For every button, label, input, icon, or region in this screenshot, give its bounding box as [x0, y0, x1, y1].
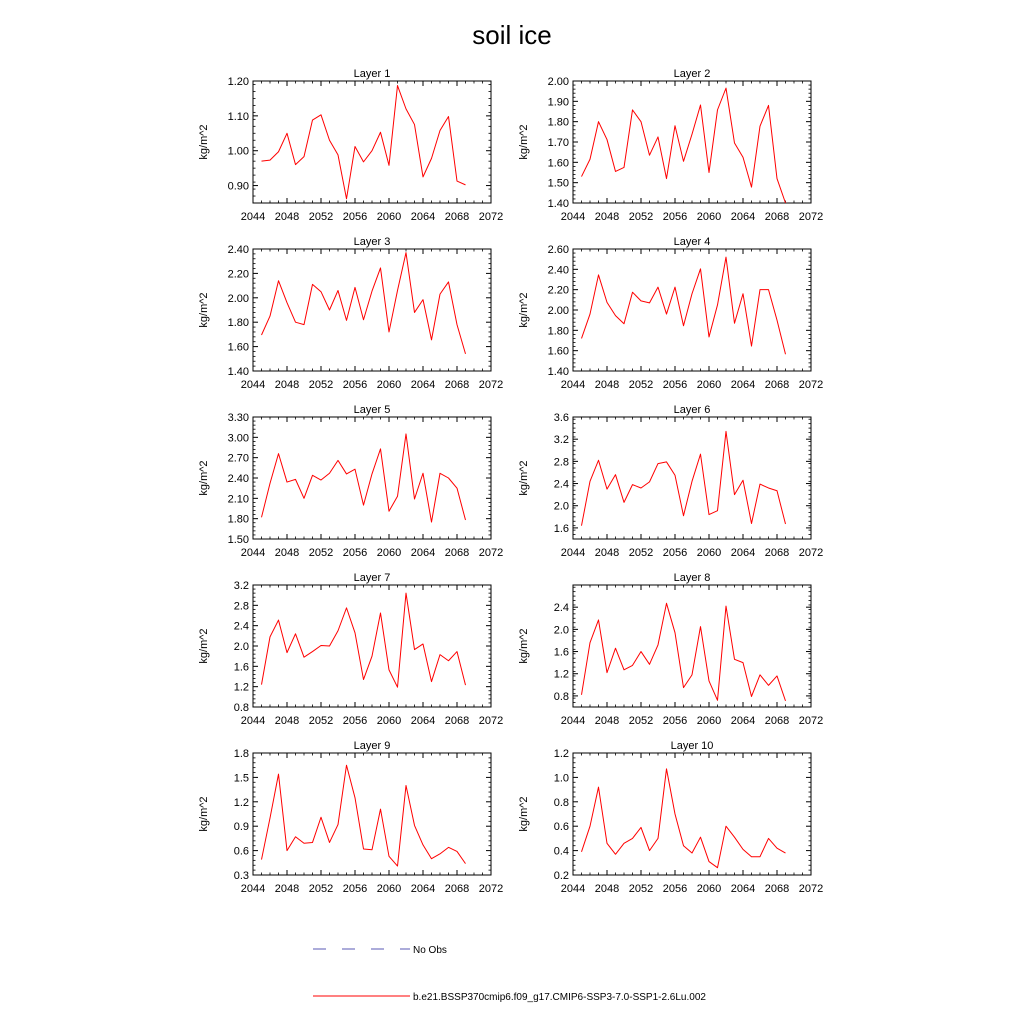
- layer-8-xtick-label: 2068: [764, 715, 790, 727]
- layer-3-ytick-label: 1.40: [227, 366, 249, 378]
- figure-title: soil ice: [472, 20, 552, 50]
- layer-6-title: Layer 6: [673, 404, 711, 416]
- layer-3-ytick-label: 2.40: [227, 244, 249, 256]
- layer-4-xtick-label: 2056: [662, 379, 688, 391]
- layer-6-ytick-label: 3.6: [553, 412, 569, 424]
- layer-2-panel: [518, 68, 823, 223]
- layer-6-ytick-label: 3.2: [553, 434, 569, 447]
- layer-9-xtick-label: 2068: [444, 883, 470, 895]
- layer-2-xtick-label: 2056: [662, 211, 688, 223]
- layer-3-title: Layer 3: [353, 236, 391, 248]
- layer-10-xtick-label: 2068: [764, 883, 790, 895]
- layer-6-panel: [518, 404, 823, 559]
- layer-9-ytick-label: 1.2: [233, 796, 249, 809]
- layer-9-xtick-label: 2072: [478, 883, 504, 895]
- layer-6-xtick-label: 2044: [560, 547, 586, 559]
- layer-7-ytick-label: 2.0: [233, 641, 249, 653]
- layer-5-xtick-label: 2048: [274, 547, 300, 559]
- layer-2-xtick-label: 2048: [594, 211, 620, 223]
- layer-7-ytick-label: 2.8: [233, 600, 249, 613]
- layer-5-ytick-label: 3.00: [227, 432, 249, 445]
- layer-10-ytick-label: 0.2: [553, 870, 569, 882]
- layer-10-ytick-label: 1.2: [553, 748, 569, 760]
- layer-5-title: Layer 5: [353, 404, 391, 416]
- layer-8-plot-frame: [573, 585, 811, 707]
- layer-9-ytick-label: 0.6: [233, 845, 249, 858]
- layer-7-ytick-label: 1.2: [233, 681, 249, 694]
- layer-1-xtick-label: 2048: [274, 211, 300, 223]
- layer-5-xtick-label: 2044: [240, 547, 266, 559]
- layer-5-series-line: [262, 434, 466, 522]
- layer-4-ytick-label: 1.80: [547, 325, 569, 338]
- layer-9-series-line: [262, 765, 466, 866]
- layer-5-xtick-label: 2072: [478, 547, 504, 559]
- layer-2-ytick-label: 1.40: [547, 198, 569, 210]
- layer-6-series-line: [582, 431, 786, 525]
- layer-3-xtick-label: 2044: [240, 379, 266, 391]
- layer-4-plot-frame: [573, 249, 811, 371]
- layer-5-xtick-label: 2056: [342, 547, 368, 559]
- layer-4-xtick-label: 2068: [764, 379, 790, 391]
- layer-8-ytick-label: 2.0: [553, 624, 569, 637]
- layer-2-xtick-label: 2068: [764, 211, 790, 223]
- layer-7-series-line: [262, 593, 466, 687]
- layer-7-xtick-label: 2072: [478, 715, 504, 727]
- layer-1-xtick-label: 2044: [240, 211, 266, 223]
- layer-2-ytick-label: 1.50: [547, 177, 569, 190]
- layer-10-ylabel: kg/m^2: [518, 796, 530, 832]
- layer-7-title: Layer 7: [353, 572, 391, 584]
- layer-9-panel: [198, 740, 503, 895]
- layer-6-ytick-label: 2.0: [553, 500, 569, 513]
- layer-4-series-line: [582, 257, 786, 354]
- layer-6-xtick-label: 2056: [662, 547, 688, 559]
- layer-10-xtick-label: 2052: [628, 883, 654, 895]
- layer-6-xtick-label: 2068: [764, 547, 790, 559]
- layer-9-xtick-label: 2052: [308, 883, 334, 895]
- layer-1-ytick-label: 1.00: [227, 145, 249, 158]
- layer-4-xtick-label: 2048: [594, 379, 620, 391]
- layer-6-ytick-label: 2.8: [553, 456, 569, 469]
- layer-2-series-line: [582, 88, 786, 203]
- layer-1-plot-frame: [253, 81, 491, 203]
- layer-10-title: Layer 10: [670, 740, 714, 752]
- layer-2-xtick-label: 2052: [628, 211, 654, 223]
- layer-8-xtick-label: 2044: [560, 715, 586, 727]
- layer-10-ytick-label: 0.8: [553, 796, 569, 809]
- layer-2-xtick-label: 2064: [730, 211, 756, 223]
- legend-model-label: b.e21.BSSP370cmip6.f09_g17.CMIP6-SSP3-7.0-SSP1-2.6Lu.002: [413, 992, 706, 1003]
- layer-7-xtick-label: 2064: [410, 715, 436, 727]
- layer-10-ytick-label: 0.4: [553, 845, 569, 858]
- layer-5-ytick-label: 3.30: [227, 412, 249, 424]
- layer-3-ytick-label: 1.80: [227, 317, 249, 330]
- layer-2-ytick-label: 1.80: [547, 116, 569, 129]
- layer-4-ytick-label: 2.20: [547, 284, 569, 297]
- layer-8-ytick-label: 1.2: [553, 668, 569, 681]
- layer-10-xtick-label: 2048: [594, 883, 620, 895]
- layer-3-xtick-label: 2068: [444, 379, 470, 391]
- layer-7-xtick-label: 2068: [444, 715, 470, 727]
- layer-6-ytick-label: 2.4: [553, 478, 569, 491]
- layer-8-ytick-label: 0.8: [553, 690, 569, 703]
- layer-10-plot-frame: [573, 753, 811, 875]
- layer-4-title: Layer 4: [673, 236, 711, 248]
- layer-3-xtick-label: 2060: [376, 379, 402, 391]
- layer-3-xtick-label: 2048: [274, 379, 300, 391]
- layer-7-ytick-label: 2.4: [233, 620, 249, 633]
- layer-4-ytick-label: 2.00: [547, 305, 569, 317]
- layer-4-xtick-label: 2052: [628, 379, 654, 391]
- layer-3-panel: [198, 236, 503, 391]
- layer-8-series-line: [582, 603, 786, 701]
- layer-4-panel: [518, 236, 823, 391]
- layer-1-ytick-label: 1.10: [227, 110, 249, 123]
- layer-5-xtick-label: 2060: [376, 547, 402, 559]
- layer-9-xtick-label: 2056: [342, 883, 368, 895]
- layer-8-xtick-label: 2060: [696, 715, 722, 727]
- layer-10-xtick-label: 2072: [798, 883, 824, 895]
- layer-4-xtick-label: 2044: [560, 379, 586, 391]
- layer-7-ylabel: kg/m^2: [198, 628, 210, 664]
- layer-10-xtick-label: 2064: [730, 883, 756, 895]
- layer-1-xtick-label: 2072: [478, 211, 504, 223]
- layer-1-title: Layer 1: [353, 68, 391, 80]
- layer-8-xtick-label: 2052: [628, 715, 654, 727]
- layer-4-ylabel: kg/m^2: [518, 292, 530, 328]
- layer-4-xtick-label: 2072: [798, 379, 824, 391]
- layer-1-panel: [198, 68, 503, 223]
- layer-5-panel: [198, 404, 503, 559]
- layer-10-series-line: [582, 769, 786, 868]
- layer-4-ytick-label: 1.60: [547, 345, 569, 358]
- layer-6-ylabel: kg/m^2: [518, 460, 530, 496]
- layer-1-ylabel: kg/m^2: [198, 124, 210, 160]
- layer-8-xtick-label: 2064: [730, 715, 756, 727]
- layer-1-xtick-label: 2056: [342, 211, 368, 223]
- layer-8-xtick-label: 2056: [662, 715, 688, 727]
- layer-6-plot-frame: [573, 417, 811, 539]
- layer-8-panel: [518, 572, 823, 727]
- layer-6-xtick-label: 2048: [594, 547, 620, 559]
- layer-10-xtick-label: 2060: [696, 883, 722, 895]
- layer-3-series-line: [262, 253, 466, 354]
- layer-4-xtick-label: 2060: [696, 379, 722, 391]
- layer-3-xtick-label: 2072: [478, 379, 504, 391]
- layer-9-xtick-label: 2060: [376, 883, 402, 895]
- layer-9-ytick-label: 0.9: [233, 821, 249, 834]
- layer-1-series-line: [262, 86, 466, 199]
- layer-7-ytick-label: 3.2: [233, 580, 249, 592]
- layer-1-ytick-label: 0.90: [227, 180, 249, 193]
- layer-3-xtick-label: 2064: [410, 379, 436, 391]
- layer-9-plot-frame: [253, 753, 491, 875]
- layer-10-panel: [518, 740, 823, 895]
- layer-3-xtick-label: 2052: [308, 379, 334, 391]
- layer-9-ytick-label: 1.5: [233, 772, 249, 785]
- layer-2-ytick-label: 2.00: [547, 76, 569, 88]
- layer-5-xtick-label: 2068: [444, 547, 470, 559]
- layer-6-xtick-label: 2072: [798, 547, 824, 559]
- legend-no-obs-label: No Obs: [413, 945, 447, 956]
- layer-8-ytick-label: 1.6: [553, 646, 569, 659]
- layer-5-ytick-label: 2.10: [227, 493, 249, 506]
- layer-2-ylabel: kg/m^2: [518, 124, 530, 160]
- layer-2-xtick-label: 2044: [560, 211, 586, 223]
- layer-3-ylabel: kg/m^2: [198, 292, 210, 328]
- layer-5-xtick-label: 2064: [410, 547, 436, 559]
- layer-1-xtick-label: 2068: [444, 211, 470, 223]
- layer-7-xtick-label: 2048: [274, 715, 300, 727]
- panels-grid: [198, 68, 823, 895]
- layer-8-ytick-label: 2.4: [553, 602, 569, 615]
- layer-3-xtick-label: 2056: [342, 379, 368, 391]
- layer-9-title: Layer 9: [353, 740, 391, 752]
- layer-8-xtick-label: 2072: [798, 715, 824, 727]
- layer-5-ytick-label: 1.50: [227, 534, 249, 546]
- layer-10-xtick-label: 2056: [662, 883, 688, 895]
- layer-2-plot-frame: [573, 81, 811, 203]
- layer-1-xtick-label: 2060: [376, 211, 402, 223]
- layer-9-xtick-label: 2044: [240, 883, 266, 895]
- layer-5-plot-frame: [253, 417, 491, 539]
- layer-10-xtick-label: 2044: [560, 883, 586, 895]
- layer-5-ylabel: kg/m^2: [198, 460, 210, 496]
- layer-5-ytick-label: 1.80: [227, 513, 249, 526]
- layer-2-xtick-label: 2072: [798, 211, 824, 223]
- layer-2-ytick-label: 1.70: [547, 137, 569, 149]
- layer-6-xtick-label: 2052: [628, 547, 654, 559]
- layer-4-ytick-label: 2.40: [547, 264, 569, 277]
- layer-2-ytick-label: 1.90: [547, 96, 569, 109]
- layer-4-xtick-label: 2064: [730, 379, 756, 391]
- layer-6-ytick-label: 1.6: [553, 522, 569, 535]
- layer-8-title: Layer 8: [673, 572, 711, 584]
- layer-7-ytick-label: 0.8: [233, 702, 249, 714]
- layer-9-xtick-label: 2048: [274, 883, 300, 895]
- layer-3-ytick-label: 2.20: [227, 268, 249, 281]
- layer-9-ytick-label: 0.3: [233, 870, 249, 882]
- layer-4-ytick-label: 2.60: [547, 244, 569, 256]
- layer-4-ytick-label: 1.40: [547, 366, 569, 378]
- layer-3-ytick-label: 1.60: [227, 341, 249, 354]
- layer-2-xtick-label: 2060: [696, 211, 722, 223]
- layer-6-xtick-label: 2064: [730, 547, 756, 559]
- layer-10-ytick-label: 1.0: [553, 772, 569, 785]
- layer-5-ytick-label: 2.40: [227, 473, 249, 485]
- layer-9-ylabel: kg/m^2: [198, 796, 210, 832]
- layer-5-xtick-label: 2052: [308, 547, 334, 559]
- layer-9-xtick-label: 2064: [410, 883, 436, 895]
- layer-1-xtick-label: 2052: [308, 211, 334, 223]
- layer-1-xtick-label: 2064: [410, 211, 436, 223]
- layer-7-xtick-label: 2056: [342, 715, 368, 727]
- layer-1-ytick-label: 1.20: [227, 76, 249, 88]
- layer-2-title: Layer 2: [673, 68, 711, 80]
- layer-5-ytick-label: 2.70: [227, 452, 249, 465]
- layer-8-ylabel: kg/m^2: [518, 628, 530, 664]
- layer-3-plot-frame: [253, 249, 491, 371]
- layer-7-plot-frame: [253, 585, 491, 707]
- layer-7-panel: [198, 572, 503, 727]
- layer-2-ytick-label: 1.60: [547, 157, 569, 170]
- layer-7-ytick-label: 1.6: [233, 661, 249, 674]
- legend: [313, 945, 706, 1003]
- layer-7-xtick-label: 2060: [376, 715, 402, 727]
- layer-6-xtick-label: 2060: [696, 547, 722, 559]
- layer-3-ytick-label: 2.00: [227, 292, 249, 305]
- layer-10-ytick-label: 0.6: [553, 821, 569, 834]
- layer-8-xtick-label: 2048: [594, 715, 620, 727]
- layer-7-xtick-label: 2052: [308, 715, 334, 727]
- layer-9-ytick-label: 1.8: [233, 748, 249, 760]
- layer-7-xtick-label: 2044: [240, 715, 266, 727]
